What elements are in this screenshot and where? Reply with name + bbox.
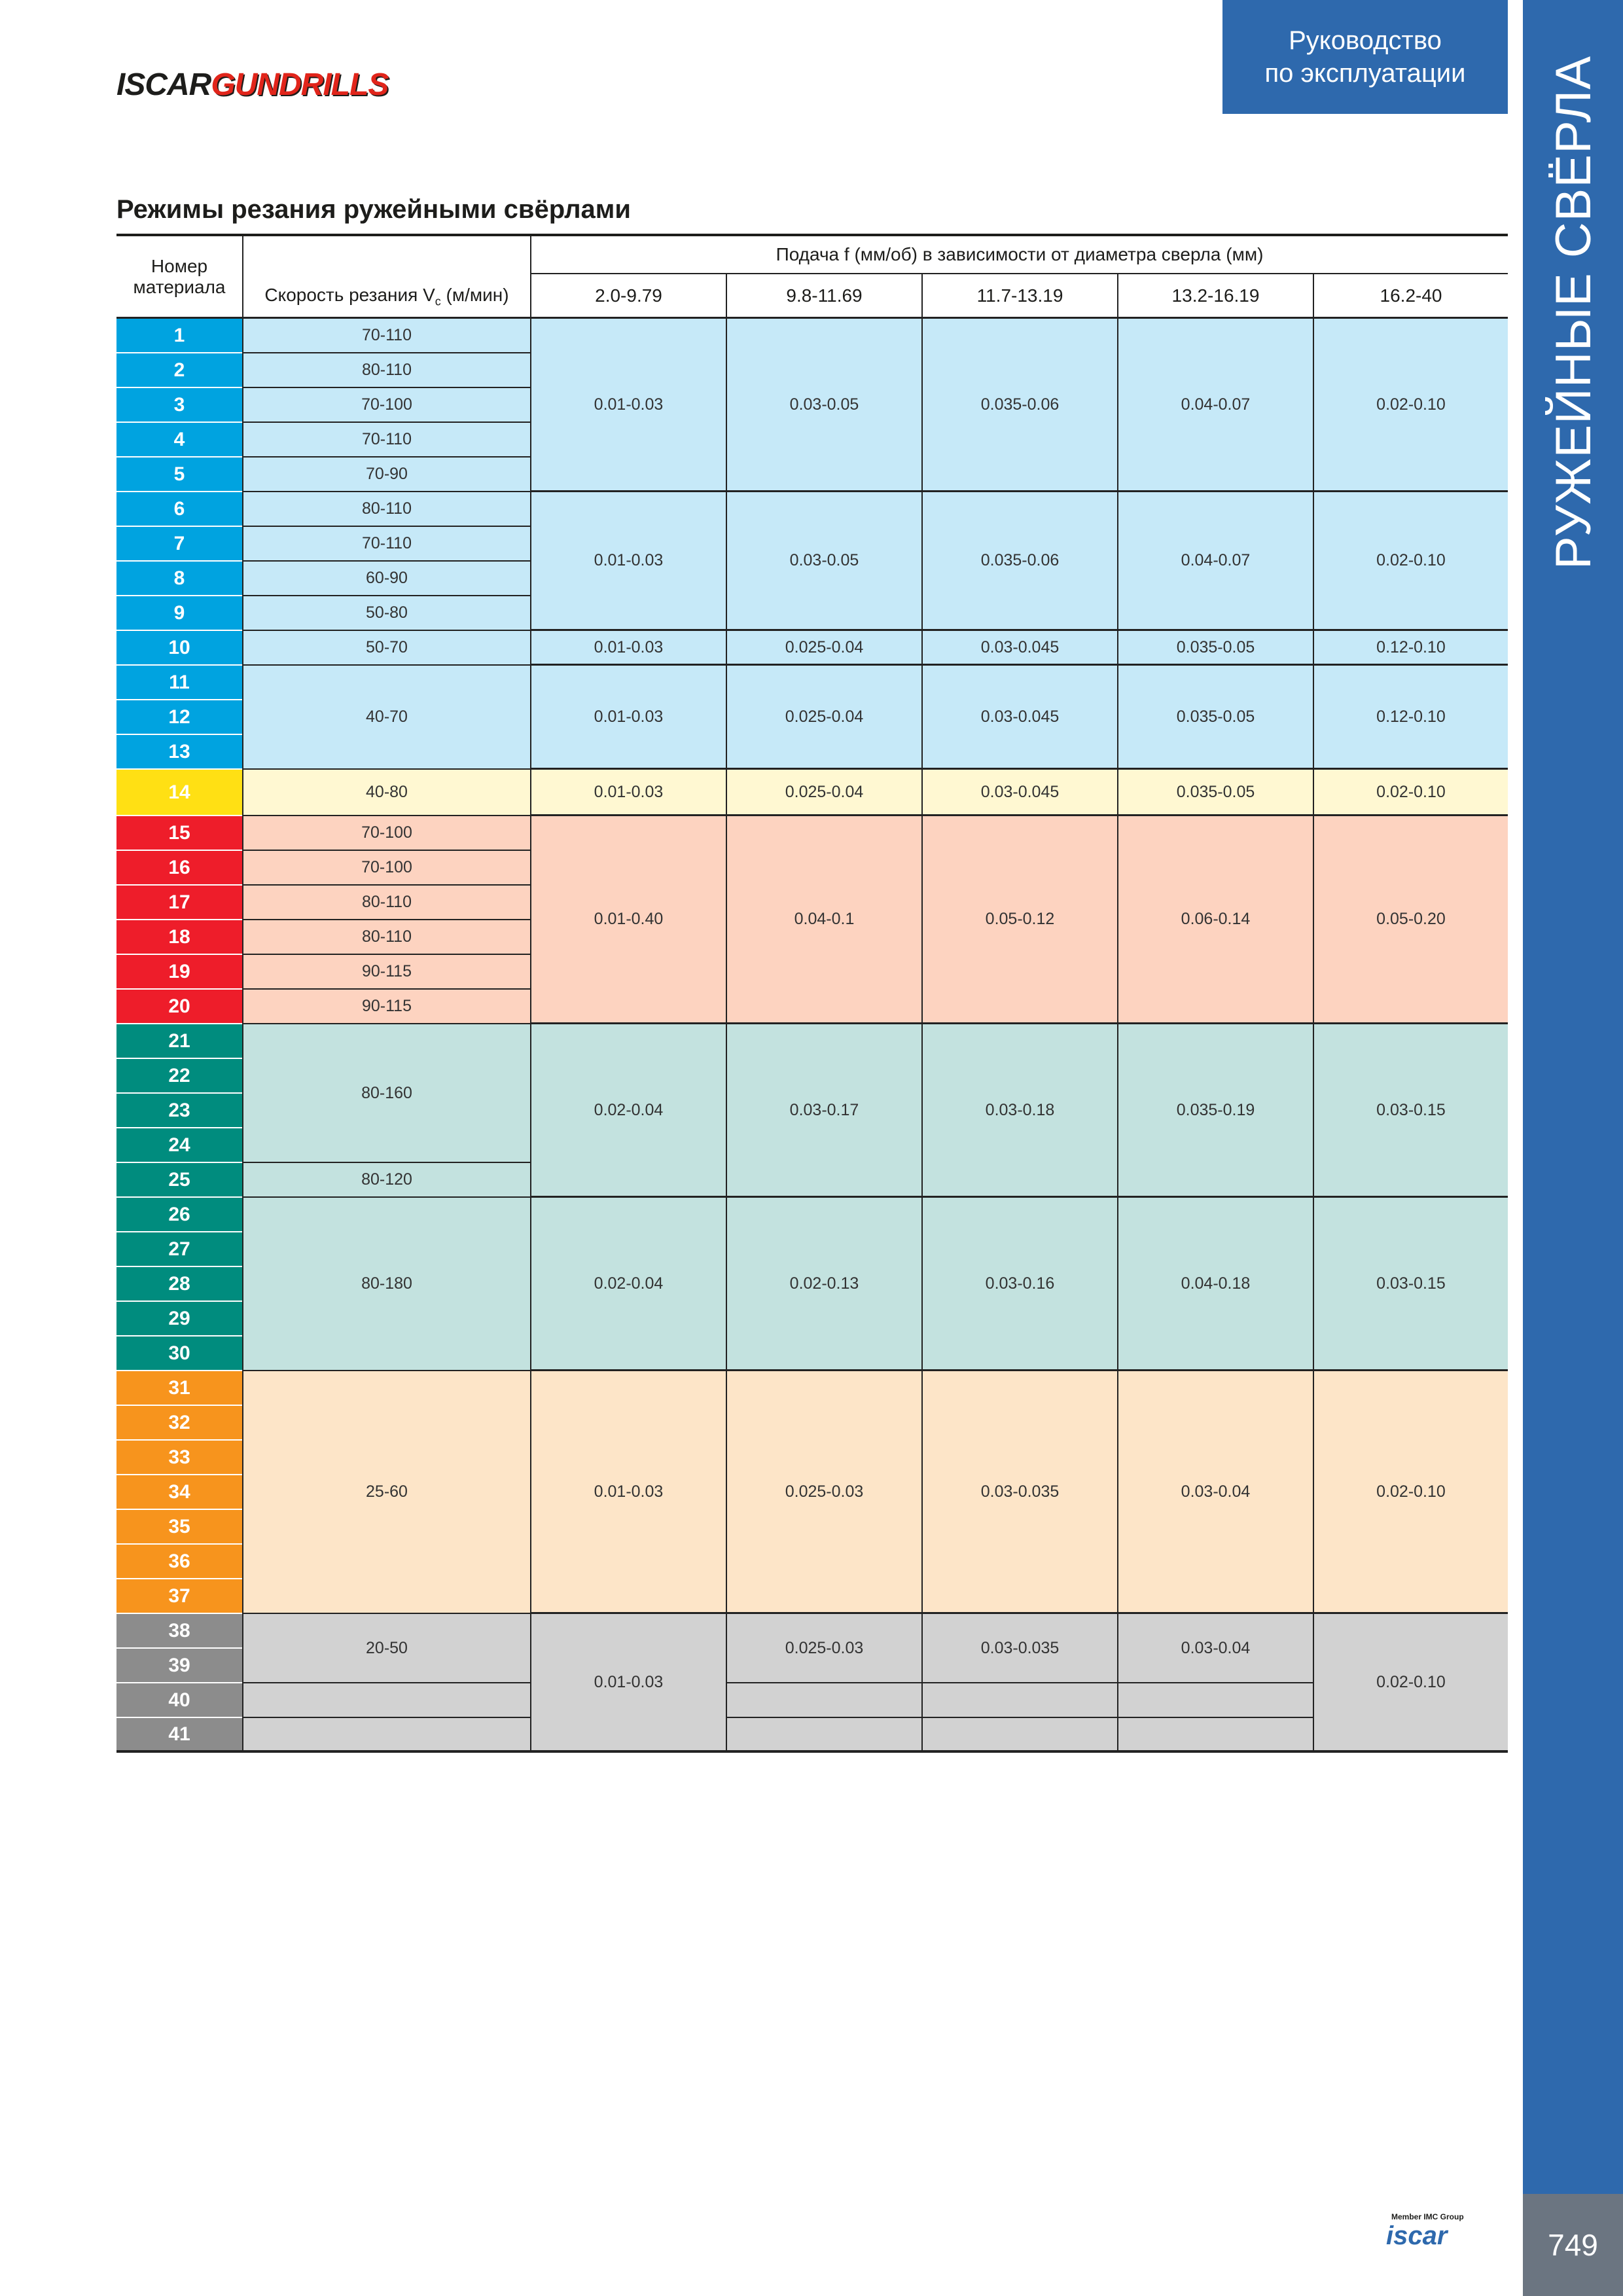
feed-cell-empty — [1117, 1718, 1313, 1753]
header-material-label: Номер материала — [133, 255, 226, 297]
feed-cell: 0.02-0.10 — [1313, 319, 1508, 492]
material-number-cell: 33 — [116, 1441, 242, 1475]
feed-cell-empty — [921, 1683, 1117, 1718]
material-number-cell: 28 — [116, 1267, 242, 1302]
material-number-cell: 11 — [116, 666, 242, 700]
header-diameter: 11.7-13.19 — [921, 274, 1117, 319]
feed-cell: 0.01-0.03 — [530, 1614, 726, 1753]
feed-cell: 0.025-0.04 — [726, 631, 921, 666]
material-number-cell: 8 — [116, 562, 242, 596]
material-number-cell: 36 — [116, 1545, 242, 1579]
cutting-speed-cell: 70-110 — [242, 423, 530, 457]
feed-cell: 0.05-0.12 — [921, 816, 1117, 1024]
cutting-speed-cell: 70-110 — [242, 319, 530, 353]
header-speed-label: Скорость резания V — [264, 285, 435, 306]
cutting-speed-cell: 20-50 — [242, 1614, 530, 1683]
feed-cell-empty — [726, 1683, 921, 1718]
material-number-cell: 16 — [116, 851, 242, 886]
material-number-cell: 1 — [116, 319, 242, 353]
header-diameter: 9.8-11.69 — [726, 274, 921, 319]
member-imc-text: Member IMC Group — [1391, 2212, 1464, 2221]
material-number-cell: 32 — [116, 1406, 242, 1441]
material-number-cell: 41 — [116, 1718, 242, 1753]
manual-line-2: по эксплуатации — [1264, 59, 1466, 88]
material-number-cell: 19 — [116, 955, 242, 990]
material-number-cell: 29 — [116, 1302, 242, 1336]
feed-cell: 0.025-0.04 — [726, 770, 921, 816]
header-speed-unit: (м/мин) — [440, 285, 509, 306]
material-number-cell: 25 — [116, 1163, 242, 1198]
cutting-speed-cell: 80-110 — [242, 920, 530, 955]
material-number-cell: 35 — [116, 1510, 242, 1545]
material-number-cell: 2 — [116, 353, 242, 388]
logo-part-1: ISCAR — [116, 67, 211, 102]
feed-cell: 0.01-0.03 — [530, 770, 726, 816]
feed-cell: 0.12-0.10 — [1313, 631, 1508, 666]
feed-cell: 0.04-0.07 — [1117, 319, 1313, 492]
material-number-cell: 26 — [116, 1198, 242, 1232]
feed-cell: 0.02-0.10 — [1313, 1614, 1508, 1753]
cutting-speed-cell: 25-60 — [242, 1371, 530, 1614]
feed-cell: 0.01-0.40 — [530, 816, 726, 1024]
feed-cell: 0.03-0.18 — [921, 1024, 1117, 1198]
feed-cell: 0.03-0.035 — [921, 1371, 1117, 1614]
feed-cell: 0.06-0.14 — [1117, 816, 1313, 1024]
material-number-cell: 5 — [116, 457, 242, 492]
material-number-cell: 4 — [116, 423, 242, 457]
feed-cell: 0.12-0.10 — [1313, 666, 1508, 770]
page-number: 749 — [1523, 2194, 1623, 2296]
feed-cell: 0.01-0.03 — [530, 492, 726, 631]
iscar-footer-logo — [1386, 2212, 1464, 2251]
feed-cell: 0.035-0.06 — [921, 319, 1117, 492]
header-speed-subscript: c — [435, 295, 441, 308]
cutting-speed-cell — [242, 1683, 530, 1718]
cutting-speed-cell — [242, 1718, 530, 1753]
material-number-cell: 23 — [116, 1094, 242, 1128]
material-number-cell: 3 — [116, 388, 242, 423]
material-number-cell: 37 — [116, 1579, 242, 1614]
material-number-cell: 24 — [116, 1128, 242, 1163]
header-material-number — [116, 236, 242, 319]
iscar-gundrills-logo — [116, 67, 388, 103]
header-cutting-speed — [242, 236, 530, 319]
header-diameter: 16.2-40 — [1313, 274, 1508, 319]
material-number-cell: 34 — [116, 1475, 242, 1510]
material-number-cell: 17 — [116, 886, 242, 920]
feed-cell: 0.02-0.13 — [726, 1198, 921, 1371]
feed-cell: 0.03-0.05 — [726, 319, 921, 492]
feed-cell: 0.04-0.07 — [1117, 492, 1313, 631]
feed-cell: 0.03-0.15 — [1313, 1198, 1508, 1371]
material-number-cell: 6 — [116, 492, 242, 527]
feed-cell: 0.02-0.10 — [1313, 770, 1508, 816]
feed-cell: 0.03-0.045 — [921, 631, 1117, 666]
material-number-cell: 10 — [116, 631, 242, 666]
material-number-cell: 20 — [116, 990, 242, 1024]
cutting-speed-cell: 60-90 — [242, 562, 530, 596]
material-number-cell: 13 — [116, 735, 242, 770]
cutting-speed-cell: 80-160 — [242, 1024, 530, 1163]
material-number-cell: 7 — [116, 527, 242, 562]
cutting-speed-cell: 70-100 — [242, 388, 530, 423]
feed-cell: 0.03-0.04 — [1117, 1614, 1313, 1683]
manual-line-1: Руководство — [1289, 26, 1442, 55]
feed-cell: 0.01-0.03 — [530, 666, 726, 770]
cutting-speed-cell: 90-115 — [242, 990, 530, 1024]
feed-cell: 0.03-0.04 — [1117, 1371, 1313, 1614]
cutting-speed-cell: 50-80 — [242, 596, 530, 631]
feed-cell: 0.05-0.20 — [1313, 816, 1508, 1024]
material-number-cell: 27 — [116, 1232, 242, 1267]
cutting-speed-cell: 80-110 — [242, 886, 530, 920]
cutting-speed-cell: 40-80 — [242, 770, 530, 816]
material-number-cell: 9 — [116, 596, 242, 631]
material-number-cell: 12 — [116, 700, 242, 735]
material-number-cell: 40 — [116, 1683, 242, 1718]
cutting-speed-cell: 70-100 — [242, 816, 530, 851]
material-number-cell: 22 — [116, 1059, 242, 1094]
feed-cell: 0.035-0.19 — [1117, 1024, 1313, 1198]
feed-cell: 0.02-0.04 — [530, 1198, 726, 1371]
feed-cell: 0.03-0.045 — [921, 666, 1117, 770]
feed-cell: 0.025-0.03 — [726, 1614, 921, 1683]
material-number-cell: 31 — [116, 1371, 242, 1406]
cutting-speed-cell: 80-180 — [242, 1198, 530, 1371]
feed-cell: 0.025-0.03 — [726, 1371, 921, 1614]
cutting-speed-cell: 80-120 — [242, 1163, 530, 1198]
page-title: Режимы резания ружейными свёрлами — [116, 195, 631, 224]
material-number-cell: 15 — [116, 816, 242, 851]
feed-cell: 0.01-0.03 — [530, 319, 726, 492]
manual-badge — [1222, 0, 1508, 114]
cutting-speed-cell: 80-110 — [242, 353, 530, 388]
header-diameter: 2.0-9.79 — [530, 274, 726, 319]
feed-cell: 0.02-0.10 — [1313, 492, 1508, 631]
header-feed: Подача f (мм/об) в зависимости от диаметра сверла (мм) — [530, 236, 1508, 274]
feed-cell: 0.035-0.06 — [921, 492, 1117, 631]
material-number-cell: 39 — [116, 1649, 242, 1683]
logo-part-2: GUNDRILLS — [211, 67, 389, 102]
cutting-speed-cell: 70-110 — [242, 527, 530, 562]
header-diameter: 13.2-16.19 — [1117, 274, 1313, 319]
section-vertical-title: РУЖЕЙНЫЕ СВЁРЛА — [1546, 55, 1601, 569]
feed-cell: 0.01-0.03 — [530, 631, 726, 666]
cutting-speed-cell: 40-70 — [242, 666, 530, 770]
feed-cell: 0.03-0.17 — [726, 1024, 921, 1198]
feed-cell: 0.035-0.05 — [1117, 770, 1313, 816]
feed-cell-empty — [1117, 1683, 1313, 1718]
feed-cell: 0.04-0.1 — [726, 816, 921, 1024]
cutting-speed-cell: 80-110 — [242, 492, 530, 527]
material-number-cell: 30 — [116, 1336, 242, 1371]
feed-cell: 0.02-0.10 — [1313, 1371, 1508, 1614]
feed-cell: 0.02-0.04 — [530, 1024, 726, 1198]
feed-cell: 0.035-0.05 — [1117, 631, 1313, 666]
cutting-speed-cell: 90-115 — [242, 955, 530, 990]
feed-cell: 0.04-0.18 — [1117, 1198, 1313, 1371]
feed-cell: 0.03-0.15 — [1313, 1024, 1508, 1198]
feed-cell: 0.01-0.03 — [530, 1371, 726, 1614]
feed-cell: 0.03-0.16 — [921, 1198, 1117, 1371]
material-number-cell: 21 — [116, 1024, 242, 1059]
cutting-speed-cell: 70-90 — [242, 457, 530, 492]
cutting-speed-cell: 70-100 — [242, 851, 530, 886]
feed-cell-empty — [726, 1718, 921, 1753]
cutting-speed-cell: 50-70 — [242, 631, 530, 666]
feed-cell: 0.03-0.035 — [921, 1614, 1117, 1683]
material-number-cell: 14 — [116, 770, 242, 816]
feed-cell-empty — [921, 1718, 1117, 1753]
material-number-cell: 18 — [116, 920, 242, 955]
feed-cell: 0.025-0.04 — [726, 666, 921, 770]
material-number-cell: 38 — [116, 1614, 242, 1649]
feed-cell: 0.03-0.045 — [921, 770, 1117, 816]
feed-cell: 0.035-0.05 — [1117, 666, 1313, 770]
feed-cell: 0.03-0.05 — [726, 492, 921, 631]
iscar-brand-text: iscar — [1386, 2221, 1448, 2250]
